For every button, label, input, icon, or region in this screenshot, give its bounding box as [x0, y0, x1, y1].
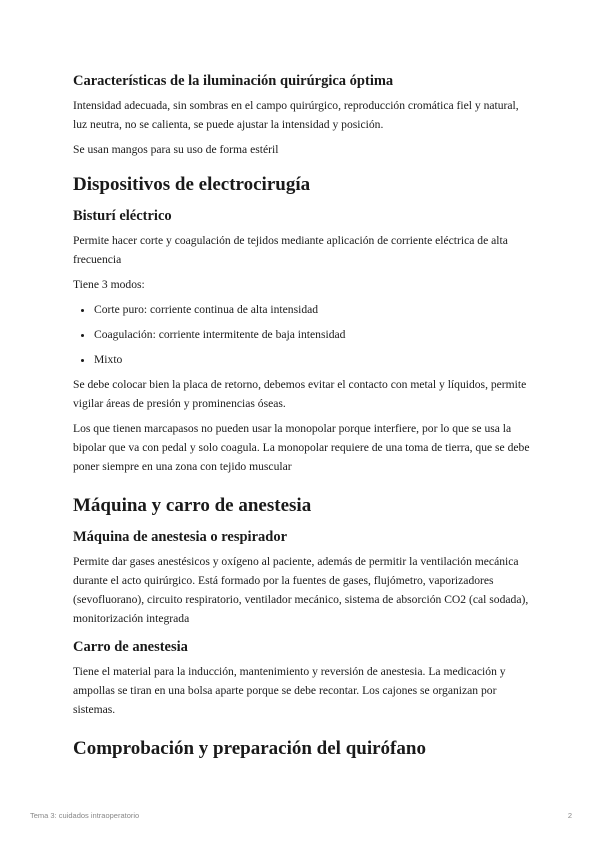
paragraph-modos: Tiene 3 modos:	[73, 278, 145, 291]
subheading-bisturi: Bisturí eléctrico	[73, 208, 172, 224]
list-item: • Coagulación: corriente intermitente de baja intensidad	[94, 325, 533, 344]
paragraph-bisturi-descripcion: Permite hacer corte y coagulación de tejidos mediante aplicación de corriente eléctrica de alta frecuencia	[73, 234, 508, 266]
list-item: • Corte puro: corriente continua de alta intensidad	[94, 300, 533, 319]
footer-title: Tema 3: cuidados intraoperatorio	[30, 811, 140, 820]
page-content	[73, 72, 533, 771]
heading-iluminacion: Características de la iluminación quirúrgica óptima	[73, 73, 394, 89]
heading-electrocirugia: Dispositivos de electrocirugía	[73, 174, 311, 195]
list-modos	[73, 300, 533, 369]
paragraph-iluminacion-caracteristicas: Intensidad adecuada, sin sombras en el campo quirúrgico, reproducción cromática fiel y natural, luz neutra, no se calienta, se puede ajustar la intensidad y posición.	[73, 99, 519, 131]
paragraph-carro-anestesia: Tiene el material para la inducción, mantenimiento y reversión de anestesia. La medicación y ampollas se tiran en una bolsa aparte porque se debe recontar. Los cajones se organizan por sistemas.	[73, 665, 506, 716]
subheading-carro-anestesia: Carro de anestesia	[73, 639, 188, 655]
paragraph-marcapasos: Los que tienen marcapasos no pueden usar la monopolar porque interfiere, por lo que se usa la bipolar que va con pedal y solo coagula. La monopolar requiere de una toma de tierra, que se debe poner siempre en una zona con tejido muscular	[73, 422, 530, 473]
paragraph-mangos: Se usan mangos para su uso de forma estéril	[73, 143, 279, 156]
heading-comprobacion-quirofano: Comprobación y preparación del quirófano	[73, 738, 426, 759]
list-item: • Mixto	[94, 350, 533, 369]
subheading-maquina-anestesia: Máquina de anestesia o respirador	[73, 529, 288, 545]
paragraph-placa-retorno: Se debe colocar bien la placa de retorno, debemos evitar el contacto con metal y líquidos, permite vigilar áreas de presión y prominencias óseas.	[73, 378, 527, 410]
page-number: 2	[567, 811, 572, 820]
paragraph-maquina-anestesia: Permite dar gases anestésicos y oxígeno al paciente, además de permitir la ventilación mecánica durante el acto quirúrgico. Está formado por la fuentes de gases, flujómetro, vaporizadores (sevofluorano), circuito respiratorio, ventilador mecánico, sistema de absorción CO2 (cal sodada), monitorización integrada	[73, 555, 529, 625]
heading-anestesia: Máquina y carro de anestesia	[73, 495, 312, 516]
